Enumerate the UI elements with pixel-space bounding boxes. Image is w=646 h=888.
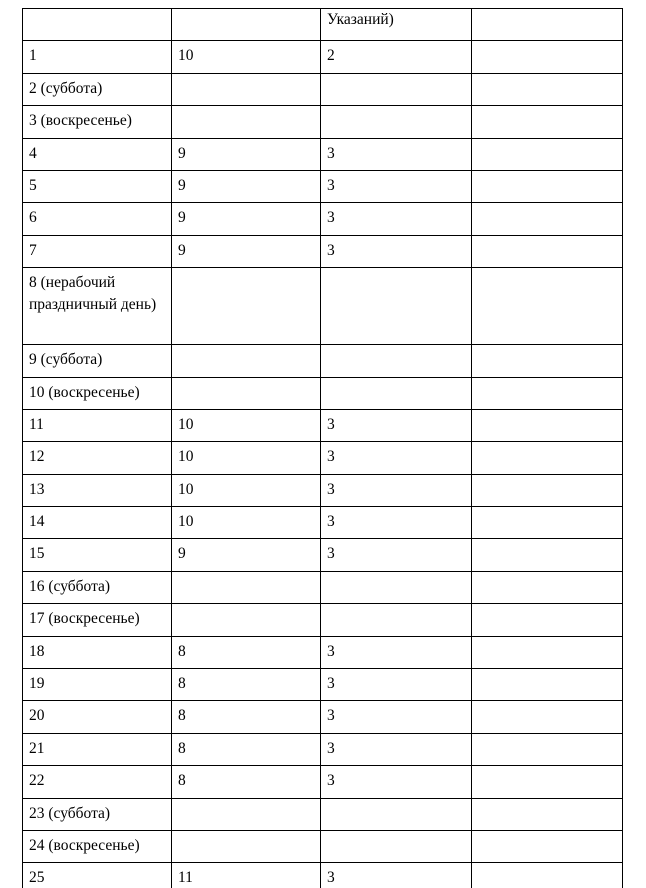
table-cell-col4 [472,604,623,636]
table-cell-col4 [472,345,623,377]
table-cell-col4 [472,766,623,798]
table-row [23,377,623,409]
table-cell-day: 18 [23,636,172,668]
table-cell-col3: Указаний) [321,9,472,41]
table-cell-day: 14 [23,507,172,539]
table-cell-col3: 3 [321,170,472,202]
table-cell-col2 [172,9,321,41]
table-row [23,268,623,345]
table-cell-col3 [321,571,472,603]
table-cell-col4 [472,409,623,441]
table-cell-col2: 10 [172,41,321,73]
table-header-row [23,9,623,41]
table-cell-day: 23 (суббота) [23,798,172,830]
table-cell-col3: 3 [321,507,472,539]
table-cell-col2 [172,604,321,636]
table-cell-day: 8 (нерабочий праздничный день) [23,268,172,345]
table-cell-col2 [172,377,321,409]
table-cell-col4 [472,9,623,41]
table-cell-col2: 10 [172,507,321,539]
table-cell-day: 24 (воскресенье) [23,830,172,862]
table-cell-col3 [321,345,472,377]
table-cell-col3: 3 [321,138,472,170]
table-row [23,106,623,138]
table-cell-col2: 11 [172,863,321,888]
table-row [23,733,623,765]
table-cell-col3: 3 [321,669,472,701]
table-cell-col3 [321,377,472,409]
table-row [23,766,623,798]
table-row [23,41,623,73]
table-cell-day: 16 (суббота) [23,571,172,603]
table-cell-day: 9 (суббота) [23,345,172,377]
table-row [23,507,623,539]
table-cell-col3 [321,73,472,105]
table-cell-col2: 8 [172,733,321,765]
table-cell-day: 2 (суббота) [23,73,172,105]
table-cell-day: 13 [23,474,172,506]
table-cell-day: 11 [23,409,172,441]
table-cell-col4 [472,701,623,733]
table-cell-day: 3 (воскресенье) [23,106,172,138]
table-cell-day: 20 [23,701,172,733]
table-cell-col2: 9 [172,539,321,571]
table-cell-day: 6 [23,203,172,235]
table-cell-col4 [472,138,623,170]
table-cell-col4 [472,507,623,539]
table-row [23,409,623,441]
table-cell-col3: 3 [321,863,472,888]
table-cell-col3: 3 [321,539,472,571]
table-cell-col3: 3 [321,235,472,267]
table-cell-col4 [472,863,623,888]
table-cell-col4 [472,539,623,571]
table-cell-col2 [172,345,321,377]
table-cell-col2: 9 [172,203,321,235]
table-cell-col4 [472,170,623,202]
table-cell-col2 [172,830,321,862]
table-cell-day: 25 [23,863,172,888]
table-cell-day: 19 [23,669,172,701]
table-cell-col2 [172,268,321,345]
table-row [23,203,623,235]
table-cell-col4 [472,442,623,474]
table-cell-col3 [321,106,472,138]
table-row [23,474,623,506]
table-cell-col3: 2 [321,41,472,73]
table-cell-col2 [172,571,321,603]
table-cell-col3: 3 [321,636,472,668]
schedule-table-body [23,9,623,888]
table-cell-col2: 10 [172,442,321,474]
table-row [23,604,623,636]
schedule-table [22,8,623,888]
table-cell-col3: 3 [321,701,472,733]
table-cell-col2: 10 [172,409,321,441]
table-cell-col4 [472,203,623,235]
table-row [23,798,623,830]
table-cell-col2 [172,798,321,830]
table-cell-day: 1 [23,41,172,73]
table-row [23,830,623,862]
table-cell-col2: 9 [172,138,321,170]
table-cell-col3: 3 [321,733,472,765]
table-row [23,73,623,105]
table-row [23,170,623,202]
table-cell-day [23,9,172,41]
table-cell-col4 [472,73,623,105]
table-cell-day: 17 (воскресенье) [23,604,172,636]
table-cell-day: 7 [23,235,172,267]
table-row [23,442,623,474]
table-cell-col3 [321,798,472,830]
table-cell-col3 [321,830,472,862]
table-cell-col2: 9 [172,235,321,267]
table-row [23,863,623,888]
table-cell-col4 [472,474,623,506]
table-cell-col3: 3 [321,474,472,506]
table-row [23,701,623,733]
table-cell-col2: 10 [172,474,321,506]
table-cell-col4 [472,571,623,603]
table-cell-col2 [172,73,321,105]
table-cell-day: 12 [23,442,172,474]
table-cell-col4 [472,733,623,765]
table-cell-col4 [472,268,623,345]
table-row [23,235,623,267]
table-cell-day: 22 [23,766,172,798]
table-cell-day: 21 [23,733,172,765]
table-cell-col3 [321,604,472,636]
table-cell-day: 10 (воскресенье) [23,377,172,409]
table-cell-col4 [472,377,623,409]
table-cell-col4 [472,106,623,138]
table-cell-day: 5 [23,170,172,202]
table-cell-col2: 8 [172,669,321,701]
table-cell-col4 [472,669,623,701]
table-cell-col3: 3 [321,203,472,235]
table-cell-day: 15 [23,539,172,571]
table-cell-col4 [472,235,623,267]
table-cell-col2 [172,106,321,138]
table-cell-col2: 8 [172,766,321,798]
table-row [23,636,623,668]
table-row [23,539,623,571]
table-cell-col4 [472,41,623,73]
table-row [23,138,623,170]
table-cell-col3: 3 [321,766,472,798]
table-row [23,669,623,701]
table-cell-col3 [321,268,472,345]
table-cell-col4 [472,798,623,830]
table-cell-col2: 8 [172,636,321,668]
table-row [23,345,623,377]
table-cell-col2: 9 [172,170,321,202]
table-cell-col3: 3 [321,442,472,474]
table-cell-col4 [472,636,623,668]
table-cell-col3: 3 [321,409,472,441]
table-cell-col2: 8 [172,701,321,733]
table-cell-col4 [472,830,623,862]
table-row [23,571,623,603]
table-cell-day: 4 [23,138,172,170]
